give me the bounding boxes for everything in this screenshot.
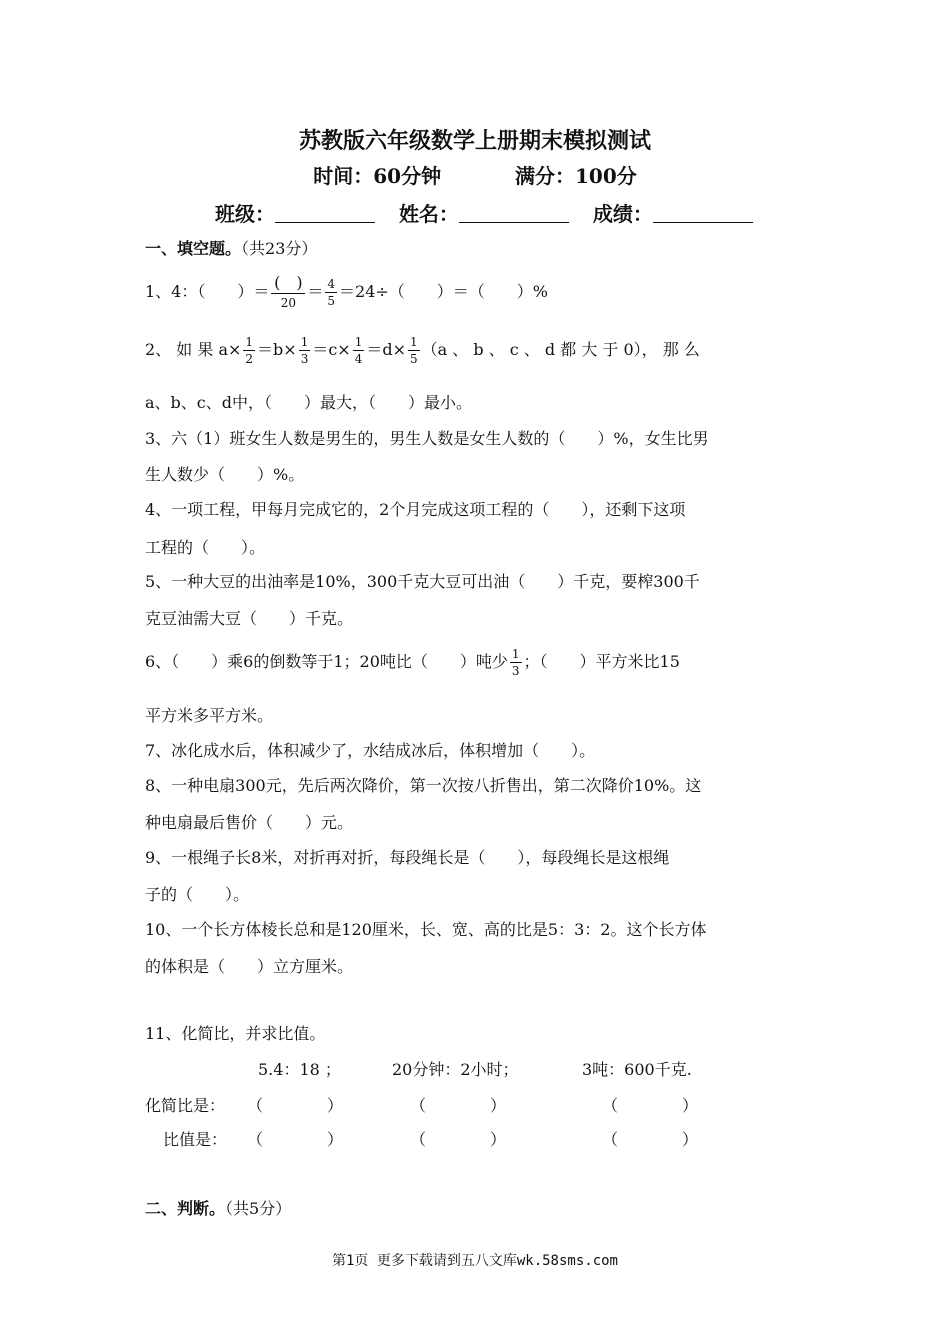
section2-points: （共5分） bbox=[225, 1199, 292, 1218]
section2-heading bbox=[145, 1196, 291, 1219]
q6-text-a: 6、（ ）乘6的倒数等于1；20吨比（ ）吨少 bbox=[145, 652, 508, 671]
simplify-answer-1[interactable]: （ ） bbox=[247, 1096, 344, 1115]
ratio-answer-2[interactable]: （ ） bbox=[410, 1130, 507, 1149]
q2-f1-den: 2 bbox=[245, 352, 254, 366]
simplify-answer-2[interactable]: （ ） bbox=[410, 1096, 507, 1115]
q2-f3-den: 4 bbox=[354, 352, 363, 366]
page-footer: 第1页 更多下载请到五八文库wk.58sms.com bbox=[331, 1253, 618, 1269]
q2-f2-den: 3 bbox=[300, 352, 309, 366]
q11-item-2: 20分钟：2小时； bbox=[392, 1060, 519, 1079]
q6-frac-num: 1 bbox=[511, 647, 520, 661]
q1-fraction-2 bbox=[325, 276, 337, 309]
simplify-label: 化简比是： bbox=[145, 1096, 226, 1115]
question-6 bbox=[145, 640, 680, 684]
q2-f2-num: 1 bbox=[300, 335, 309, 349]
class-field[interactable] bbox=[275, 204, 375, 223]
simplify-answer-3[interactable]: （ ） bbox=[602, 1096, 699, 1115]
q1-text-a: 1、4：（ ）＝ bbox=[145, 282, 270, 301]
name-label: 姓名： bbox=[398, 202, 459, 226]
question-3-line-2: 生人数少（ ）%。 bbox=[145, 465, 305, 484]
exam-info bbox=[0, 160, 950, 189]
question-8-line-1: 8、一种电扇300元，先后两次降价，第一次按八折售出，第二次降价10%。这 bbox=[145, 776, 702, 795]
question-7: 7、冰化成水后，体积减少了，水结成冰后，体积增加（ ）。 bbox=[145, 741, 596, 760]
q2-fraction-2 bbox=[299, 334, 311, 367]
question-11-title: 11、化简比，并求比值。 bbox=[145, 1024, 326, 1043]
q2-f3-num: 1 bbox=[354, 335, 363, 349]
q2-text-d: ＝d× bbox=[366, 340, 406, 359]
section1-heading bbox=[145, 236, 317, 259]
question-10-line-1: 10、一个长方体棱长总和是120厘米，长、宽、高的比是5：3：2。这个长方体 bbox=[145, 920, 707, 939]
name-field[interactable] bbox=[459, 204, 569, 223]
q6-text-b: ；（ ）平方米比15 bbox=[523, 652, 680, 671]
q1-eq: ＝ bbox=[307, 282, 324, 301]
q2-f4-num: 1 bbox=[410, 335, 418, 349]
section1-title: 一、填空题。 bbox=[145, 239, 242, 258]
time-label: 时间：60分钟 bbox=[313, 164, 442, 188]
q1-text-b: ＝24÷（ ）＝（ ）% bbox=[339, 282, 549, 301]
q2-text-a: 2、 如 果 a× bbox=[145, 340, 242, 359]
ratio-answer-3[interactable]: （ ） bbox=[602, 1130, 699, 1149]
grade-label: 成绩： bbox=[592, 202, 653, 226]
question-9-line-1: 9、一根绳子长8米，对折再对折，每段绳长是（ ），每段绳长是这根绳 bbox=[145, 848, 670, 867]
class-label: 班级： bbox=[215, 202, 275, 226]
question-4-line-1: 4、一项工程，甲每月完成它的，2个月完成这项工程的（ ），还剩下这项 bbox=[145, 500, 686, 519]
score-label: 满分：100分 bbox=[515, 164, 637, 188]
q1-fraction-1 bbox=[271, 273, 305, 312]
q11-item-3: 3吨：600千克. bbox=[582, 1060, 692, 1079]
q6-fraction bbox=[510, 646, 522, 679]
question-8-line-2: 种电扇最后售价（ ）元。 bbox=[145, 813, 354, 832]
q2-f1-num: 1 bbox=[245, 335, 254, 349]
section2-title: 二、判断。 bbox=[145, 1199, 226, 1218]
student-info-row bbox=[215, 198, 753, 227]
q11-item-1: 5.4：18 ； bbox=[258, 1060, 341, 1079]
ratio-answer-1[interactable]: （ ） bbox=[247, 1130, 344, 1149]
q2-fraction-3 bbox=[353, 334, 365, 367]
question-5-line-1: 5、一种大豆的出油率是10%，300千克大豆可出油（ ）千克，要榨300千 bbox=[145, 572, 700, 591]
question-2-line-2: a、b、c、d中，（ ）最大，（ ）最小。 bbox=[145, 393, 472, 412]
q2-text-b: ＝b× bbox=[257, 340, 297, 359]
q2-fraction-1 bbox=[243, 334, 255, 367]
question-9-line-2: 子的（ ）。 bbox=[145, 885, 250, 904]
question-1 bbox=[145, 270, 548, 314]
ratio-label: 比值是： bbox=[163, 1130, 228, 1149]
q1-frac2-den: 5 bbox=[327, 294, 336, 308]
q1-frac1-den: 20 bbox=[280, 296, 297, 310]
q2-f4-den: 5 bbox=[410, 352, 418, 366]
page-title: 苏教版六年级数学上册期末模拟测试 bbox=[298, 128, 651, 154]
section1-points: （共23分） bbox=[241, 239, 318, 258]
question-3-line-1: 3、六（1）班女生人数是男生的，男生人数是女生人数的（ ）%，女生比男 bbox=[145, 429, 709, 448]
question-5-line-2: 克豆油需大豆（ ）千克。 bbox=[145, 609, 354, 628]
q1-frac2-num: 4 bbox=[327, 277, 336, 291]
question-10-line-2: 的体积是（ ）立方厘米。 bbox=[145, 957, 354, 976]
q2-text-e: （a 、 b 、 c 、 d 都 大 于 0）， 那 么 bbox=[421, 340, 700, 359]
question-6-line-2: 平方米多平方米。 bbox=[145, 706, 274, 725]
q2-fraction-4 bbox=[408, 334, 420, 367]
question-2 bbox=[145, 328, 700, 372]
q1-frac1-num: ( ) bbox=[271, 273, 305, 294]
q2-text-c: ＝c× bbox=[312, 340, 351, 359]
grade-field[interactable] bbox=[653, 204, 753, 223]
q6-frac-den: 3 bbox=[511, 664, 520, 678]
question-4-line-2: 工程的（ ）。 bbox=[145, 538, 266, 557]
